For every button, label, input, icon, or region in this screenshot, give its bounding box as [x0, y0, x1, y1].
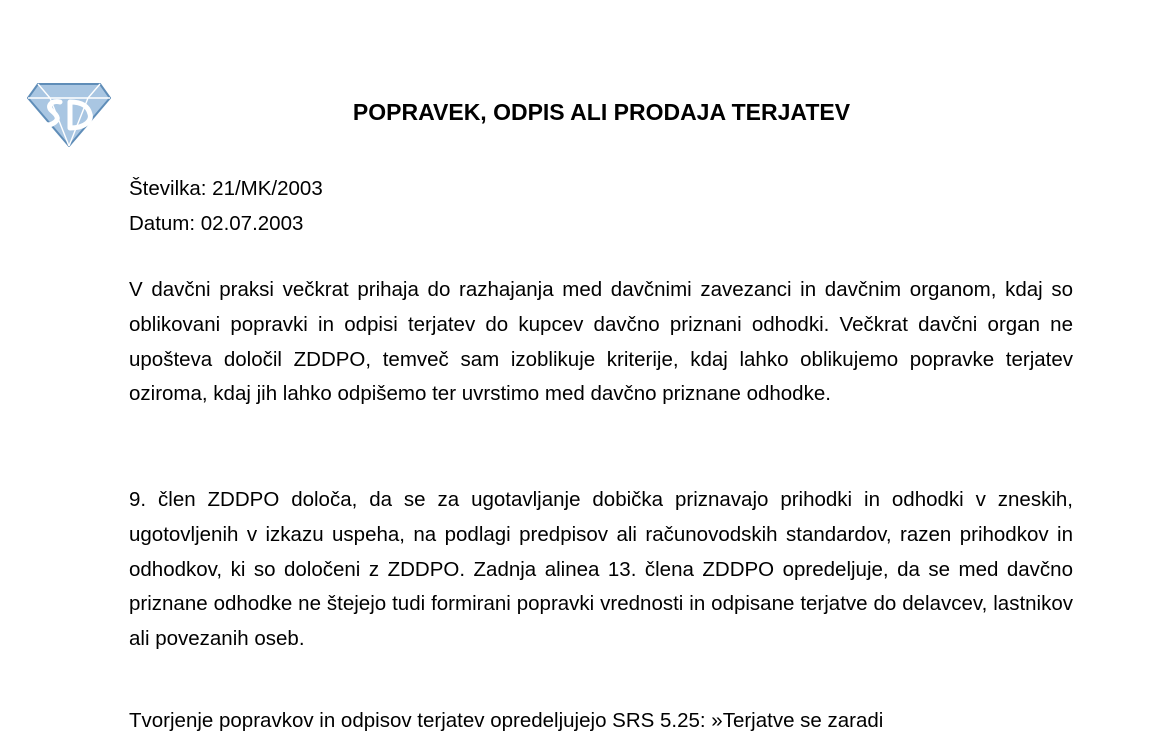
paragraph-3: Tvorjenje popravkov in odpisov terjatev opredeljujejo SRS 5.25: »Terjatve se zaradi	[129, 709, 884, 732]
document-title: POPRAVEK, ODPIS ALI PRODAJA TERJATEV	[352, 99, 851, 125]
paragraph-2: 9. člen ZDDPO določa, da se za ugotavljanje dobička priznavajo prihodki in odhodki v zneskih, ugotovljenih v izkazu uspeha, na podlagi predpisov ali računovodskih standardov, razen prihodkov in odhodkov, ki so določeni z ZDDPO. Zadnja alinea 13. člena ZDDPO opredeljuje, da se med davčno priznane odhodke ne štejejo tudi formirani popravki vrednosti in odpisane terjatve do delavcev, lastnikov ali povezanih oseb.	[129, 488, 1073, 651]
document-date: Datum: 02.07.2003	[129, 211, 304, 235]
document-meta	[129, 172, 323, 241]
document-number: Številka: 21/MK/2003	[129, 177, 323, 200]
paragraph-1: V davčni praksi večkrat prihaja do razhajanja med davčnimi zavezanci in davčnim organom, kdaj so oblikovani popravki in odpisi terjatev do kupcev davčno priznani odhodki. Večkrat davčni organ ne upošteva določil ZDDPO, temveč sam izoblikuje kriterije, kdaj lahko oblikujemo popravke terjatev oziroma, kdaj jih lahko odpišemo ter uvrstimo med davčno priznane odhodke.	[129, 278, 1073, 406]
